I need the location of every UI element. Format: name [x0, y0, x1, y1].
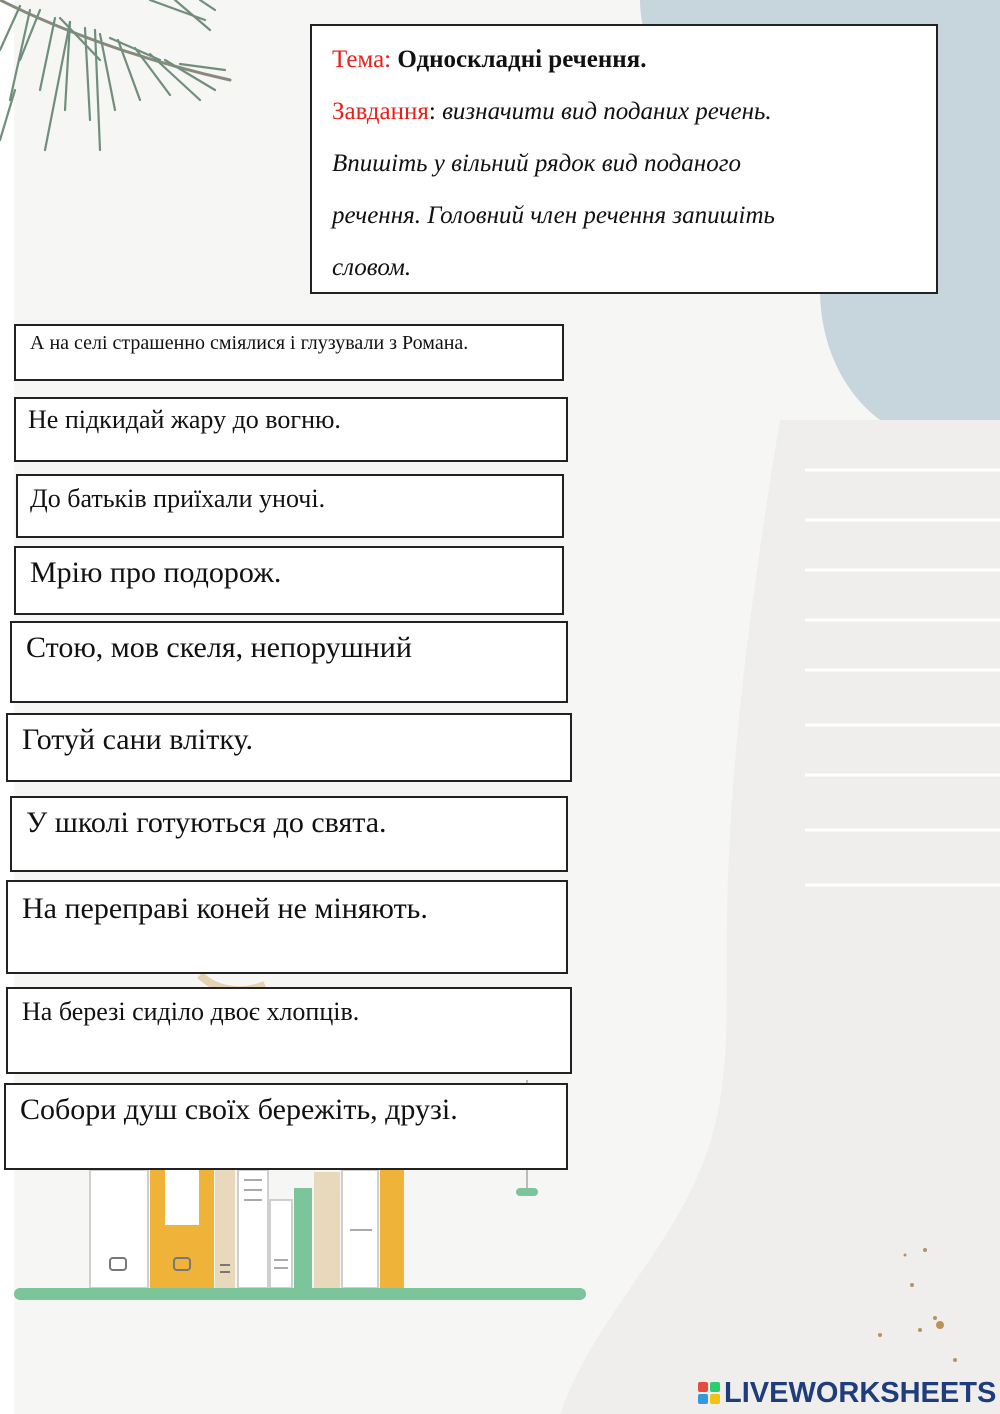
- topic-label: Тема:: [332, 46, 392, 73]
- sentence-text: У школі готуються до свята.: [26, 806, 387, 839]
- sentence-text: До батьків приїхали уночі.: [30, 484, 326, 513]
- sentence-text: На березі сиділо двоє хлопців.: [22, 997, 360, 1026]
- liveworksheets-logo[interactable]: [698, 1376, 996, 1410]
- task-instructions-box: [310, 24, 938, 294]
- sentence-box-1[interactable]: [14, 324, 564, 381]
- brand-name: LIVEWORKSHEETS: [724, 1376, 997, 1409]
- assignment-line: [332, 86, 916, 138]
- assignment-text-3: речення. Головний член речення запишіть: [332, 202, 775, 229]
- sentence-text: Готуй сани влітку.: [22, 723, 254, 756]
- sentence-box-3[interactable]: [16, 474, 564, 538]
- sentence-text: Не підкидай жару до вогню.: [28, 405, 341, 434]
- topic-value: Односкладні речення.: [397, 46, 647, 73]
- assignment-text-4: словом.: [332, 254, 412, 281]
- sentence-box-6[interactable]: [6, 713, 572, 782]
- sentence-text: Мрію про подорож.: [30, 556, 282, 589]
- assignment-colon: :: [428, 98, 436, 125]
- sentence-box-7[interactable]: [10, 796, 568, 872]
- sentence-text: На переправі коней не міняють.: [22, 892, 428, 925]
- liveworksheets-logo-icon: [698, 1382, 720, 1404]
- assignment-text-2: Впишіть у вільний рядок вид поданого: [332, 150, 741, 177]
- sentence-box-5[interactable]: [10, 621, 568, 703]
- sentence-box-10[interactable]: [4, 1083, 568, 1170]
- sentence-box-9[interactable]: [6, 987, 572, 1074]
- assignment-text-1: визначити вид поданих речень.: [442, 98, 772, 125]
- sentence-text: Стою, мов скеля, непорушний: [26, 631, 412, 664]
- assignment-label: Завдання: [332, 98, 429, 125]
- topic-line: [332, 34, 916, 86]
- sentence-box-2[interactable]: [14, 397, 568, 462]
- sentence-text: А на селі страшенно сміялися і глузували з Романа.: [30, 332, 469, 354]
- sentence-text: Собори душ своїх бережіть, друзі.: [20, 1093, 458, 1126]
- sentence-box-4[interactable]: [14, 546, 564, 615]
- sentence-box-8[interactable]: [6, 880, 568, 974]
